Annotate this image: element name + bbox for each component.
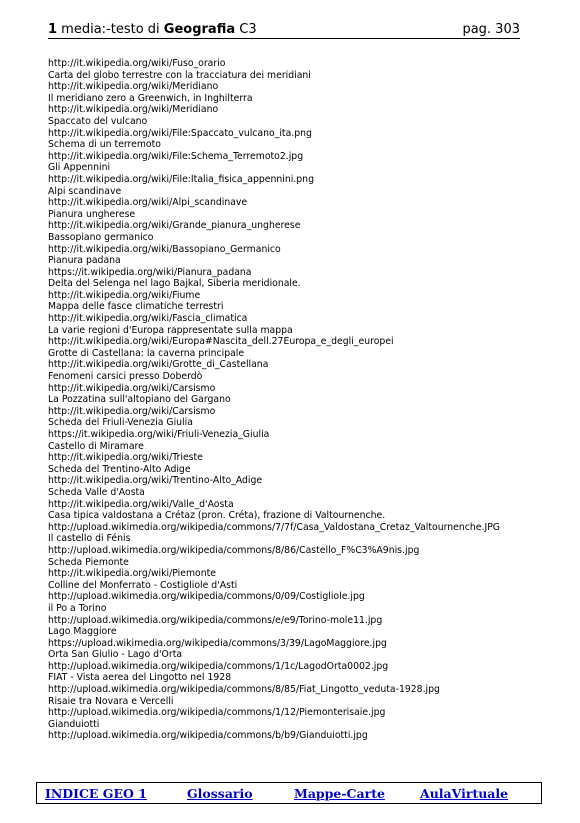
list-item: Pianura ungherese [48,208,136,220]
header-subject: Geografia [163,22,236,37]
list-item: http://it.wikipedia.org/wiki/Grande_pianura_ungherese [48,220,301,232]
list-item: Lago Maggiore [48,626,117,638]
footer-nav [36,782,542,804]
list-item: http://it.wikipedia.org/wiki/Piemonte [48,568,216,580]
list-item: http://upload.wikimedia.org/wikipedia/commons/7/7f/Casa_Valdostana_Cretaz_Valtournenche.JPG [48,521,501,533]
list-item: Orta San Giulio - Lago d'Orta [48,649,183,661]
footer-link-glossario[interactable]: Glossario [187,786,253,801]
list-item: http://it.wikipedia.org/wiki/File:Spaccato_vulcano_ita.png [48,127,312,139]
list-item: http://it.wikipedia.org/wiki/Alpi_scandinave [48,197,248,209]
list-item: http://it.wikipedia.org/wiki/File:Italia_fisica_appennini.png [48,173,314,185]
list-item: http://it.wikipedia.org/wiki/Carsismo [48,405,216,417]
list-item: https://upload.wikimedia.org/wikipedia/commons/3/39/LagoMaggiore.jpg [48,637,387,649]
list-item: Scheda del Trentino-Alto Adige [48,463,191,475]
list-item: Carta del globo terrestre con la tracciatura dei meridiani [48,69,311,81]
reference-list [48,58,532,742]
list-item: Castello di Miramare [48,440,144,452]
list-item: La varie regioni d'Europa rappresentate sulla mappa [48,324,293,336]
list-item: Bassopiano germanico [48,231,154,243]
footer-link-indice[interactable]: INDICE GEO 1 [45,786,147,801]
list-item: http://it.wikipedia.org/wiki/Trieste [48,452,203,464]
footer-link-mappe[interactable]: Mappe-Carte [294,786,385,801]
list-item: http://it.wikipedia.org/wiki/Valle_d'Aosta [48,498,234,510]
list-item: https://it.wikipedia.org/wiki/Pianura_padana [48,266,252,278]
list-item: http://it.wikipedia.org/wiki/Europa#Nascita_dell.27Europa_e_degli_europei [48,336,394,348]
list-item: Alpi scandinave [48,185,122,197]
list-item: http://it.wikipedia.org/wiki/Grotte_di_Castellana [48,359,269,371]
list-item: La Pozzatina sull'altopiano del Gargano [48,394,231,406]
list-item: http://it.wikipedia.org/wiki/Bassopiano_Germanico [48,243,281,255]
header-grade: C3 [235,22,257,37]
list-item: Pianura padana [48,255,121,267]
list-item: Gli Appennini [48,162,111,174]
footer-link-aulavirtuale[interactable]: AulaVirtuale [420,786,509,801]
list-item: Grotte di Castellana: la caverna principale [48,347,245,359]
list-item: http://upload.wikimedia.org/wikipedia/commons/8/86/Castello_F%C3%A9nis.jpg [48,544,420,556]
list-item: Scheda Valle d'Aosta [48,486,145,498]
list-item: http://upload.wikimedia.org/wikipedia/commons/1/12/Piemonterisaie.jpg [48,707,386,719]
list-item: Casa tipica valdostana a Crétaz (pron. Créta), frazione di Valtournenche. [48,510,386,522]
header-number: 1 [48,22,58,37]
page-number: pag. 303 [462,22,520,37]
list-item: http://it.wikipedia.org/wiki/Fascia_climatica [48,313,248,325]
list-item: il Po a Torino [48,602,107,614]
list-item: Risaie tra Novara e Vercelli [48,695,174,707]
list-item: http://it.wikipedia.org/wiki/Trentino-Alto_Adige [48,475,263,487]
list-item: http://upload.wikimedia.org/wikipedia/commons/b/b9/Gianduiotti.jpg [48,730,368,742]
list-item: http://upload.wikimedia.org/wikipedia/commons/1/1c/LagodOrta0002.jpg [48,660,389,672]
list-item: http://it.wikipedia.org/wiki/Fuso_orario [48,58,226,69]
list-item: http://it.wikipedia.org/wiki/Meridiano [48,104,219,116]
page-header [48,20,520,39]
list-item: Scheda Piemonte [48,556,129,568]
list-item: Fenomeni carsici presso Doberdò [48,371,203,383]
list-item: http://upload.wikimedia.org/wikipedia/commons/e/e9/Torino-mole11.jpg [48,614,383,626]
list-item: http://upload.wikimedia.org/wikipedia/commons/8/85/Fiat_Lingotto_veduta-1928.jpg [48,684,440,696]
list-item: http://it.wikipedia.org/wiki/File:Schema_Terremoto2.jpg [48,150,304,162]
list-item: https://it.wikipedia.org/wiki/Friuli-Venezia_Giulia [48,429,270,440]
list-item: FIAT - Vista aerea del Lingotto nel 1928 [48,672,232,684]
list-item: http://it.wikipedia.org/wiki/Fiume [48,289,201,301]
list-item: http://upload.wikimedia.org/wikipedia/commons/0/09/Costigliole.jpg [48,591,365,603]
list-item: Gianduiotti [48,718,100,730]
list-item: Delta del Selenga nel lago Bajkal, Siberia meridionale. [48,278,301,290]
list-item: Spaccato del vulcano [48,115,148,127]
list-item: Il meridiano zero a Greenwich, in Inghilterra [48,92,253,104]
list-item: Mappa delle fasce climatiche terrestri [48,301,224,313]
list-item: http://it.wikipedia.org/wiki/Carsismo [48,382,216,394]
list-item: Il castello di Fénis [48,533,131,545]
header-title [48,22,257,38]
list-item: Schema di un terremoto [48,139,161,151]
header-mid: media:-testo di [57,22,164,37]
list-item: http://it.wikipedia.org/wiki/Meridiano [48,81,219,93]
list-item: Scheda del Friuli-Venezia Giulia [48,417,193,429]
list-item: Colline del Monferrato - Costigliole d'Asti [48,579,238,591]
